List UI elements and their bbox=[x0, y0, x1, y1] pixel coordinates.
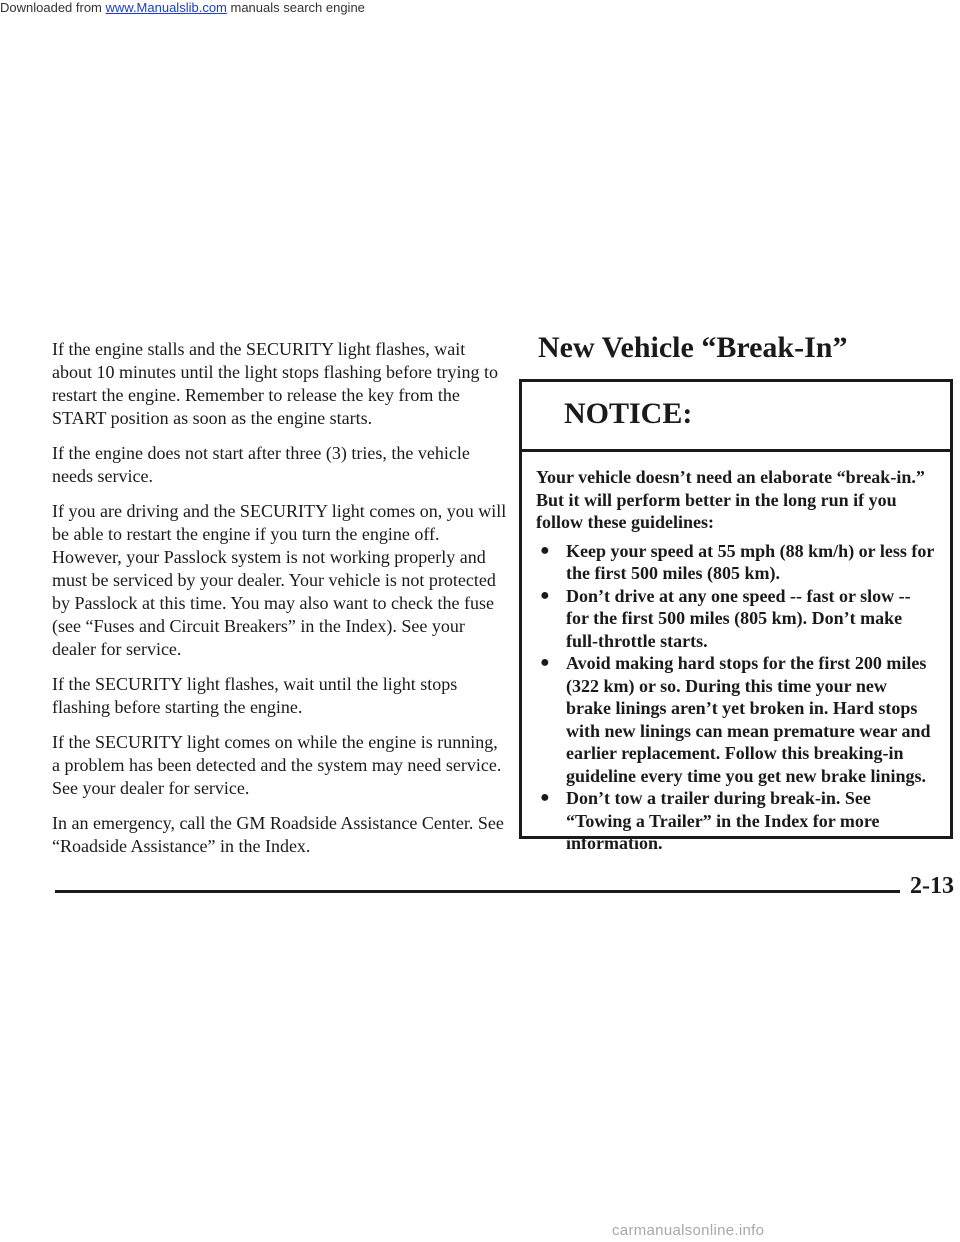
list-item-text: Avoid making hard stops for the first 200 miles (322 km) or so. During this time your new brake linings aren’t yet broken in. Hard stops with new linings can mean premature wear and earlier replacement. Follow this breaking-in guideline every time you get new brake linings. bbox=[566, 653, 931, 786]
list-item-text: Keep your speed at 55 mph (88 km/h) or less for the first 500 miles (805 km). bbox=[566, 540, 935, 583]
paragraph: If the SECURITY light flashes, wait until the light stops flashing before starting the engine. bbox=[52, 674, 458, 717]
notice-box bbox=[519, 379, 953, 853]
notice-body bbox=[522, 452, 950, 855]
paragraph: If the engine does not start after three (3) tries, the vehicle needs service. bbox=[52, 443, 470, 486]
site-watermark: carmanualsonline.info bbox=[612, 1222, 765, 1239]
list-item bbox=[536, 540, 934, 585]
bullet-icon: ● bbox=[540, 541, 550, 559]
download-watermark bbox=[0, 0, 365, 16]
watermark-suffix: manuals search engine bbox=[226, 0, 365, 15]
list-item bbox=[536, 652, 934, 787]
notice-intro: Your vehicle doesn’t need an elaborate “break-in.” But it will perform better in the long run if you follow these guidelines: bbox=[536, 467, 925, 532]
paragraph: If you are driving and the SECURITY light comes on, you will be able to restart the engine if you turn the engine off. However, your Passlock system is not working properly and must be serviced by your dealer. Your vehicle is not protected by Passlock at this time. You may also want to check the fuse (see “Fuses and Circuit Breakers” in the Index). See your dealer for service. bbox=[52, 501, 507, 659]
list-item bbox=[536, 585, 934, 653]
bullet-icon: ● bbox=[540, 586, 550, 604]
guideline-list bbox=[536, 540, 934, 855]
bullet-icon: ● bbox=[540, 654, 550, 671]
security-light-text bbox=[52, 338, 507, 870]
list-item bbox=[536, 787, 934, 855]
bullet-icon: ● bbox=[540, 789, 550, 806]
manualslib-link[interactable]: www.Manualslib.com bbox=[105, 0, 227, 15]
page-number: 2-13 bbox=[910, 873, 954, 899]
list-item-text: Don’t tow a trailer during break-in. See “Towing a Trailer” in the Index for more information. bbox=[566, 788, 880, 853]
notice-title: NOTICE: bbox=[522, 382, 950, 452]
watermark-prefix: Downloaded from bbox=[0, 0, 106, 15]
paragraph: In an emergency, call the GM Roadside Assistance Center. See “Roadside Assistance” in the Index. bbox=[52, 813, 504, 856]
list-item-text: Don’t drive at any one speed -- fast or slow -- for the first 500 miles (805 km). Don’t make full-throttle starts. bbox=[566, 585, 911, 651]
paragraph: If the SECURITY light comes on while the engine is running, a problem has been detected and the system may need service. See your dealer for service. bbox=[52, 732, 502, 798]
footer-divider bbox=[55, 890, 900, 893]
section-heading: New Vehicle “Break-In” bbox=[538, 331, 848, 364]
paragraph: If the engine stalls and the SECURITY light flashes, wait about 10 minutes until the light stops flashing before trying to restart the engine. Remember to release the key from the START position as soon as the engine starts. bbox=[52, 339, 498, 428]
